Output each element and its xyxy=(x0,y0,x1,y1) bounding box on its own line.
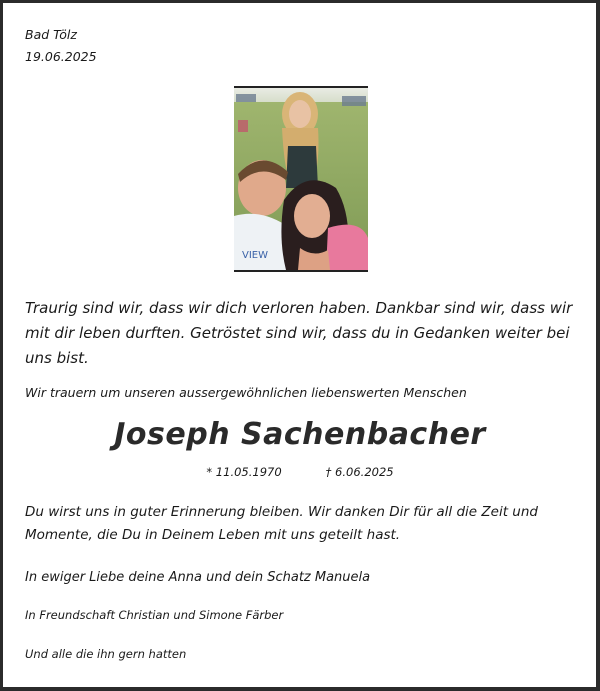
signature-family: In ewiger Liebe deine Anna und dein Schatz Manuela xyxy=(25,570,371,585)
svg-text:VIEW: VIEW xyxy=(242,250,268,261)
birth-date: * 11.05.1970 xyxy=(206,465,282,479)
thanks-text: Du wirst uns in guter Erinnerung bleiben. Wir danken Dir für all die Zeit und Momente, die Du in Deinem Leben mit uns geteilt hast. xyxy=(25,504,538,543)
family-photo xyxy=(234,86,368,272)
life-dates xyxy=(3,465,597,479)
intro-text: Wir trauern um unseren aussergewöhnlichen liebenswerten Menschen xyxy=(25,385,467,400)
place-label: Bad Tölz xyxy=(25,27,77,42)
signature-friends: In Freundschaft Christian und Simone Färber xyxy=(25,608,284,622)
verse-text: Traurig sind wir, dass wir dich verloren haben. Dankbar sind wir, dass wir mit dir leben durften. Getröstet sind wir, dass du in Gedanken weiter bei uns bist. xyxy=(25,299,573,367)
deceased-name: Joseph Sachenbacher xyxy=(114,417,486,452)
death-date: † 6.06.2025 xyxy=(325,465,394,479)
publication-date: 19.06.2025 xyxy=(25,49,97,64)
signature-others: Und alle die ihn gern hatten xyxy=(25,647,187,661)
